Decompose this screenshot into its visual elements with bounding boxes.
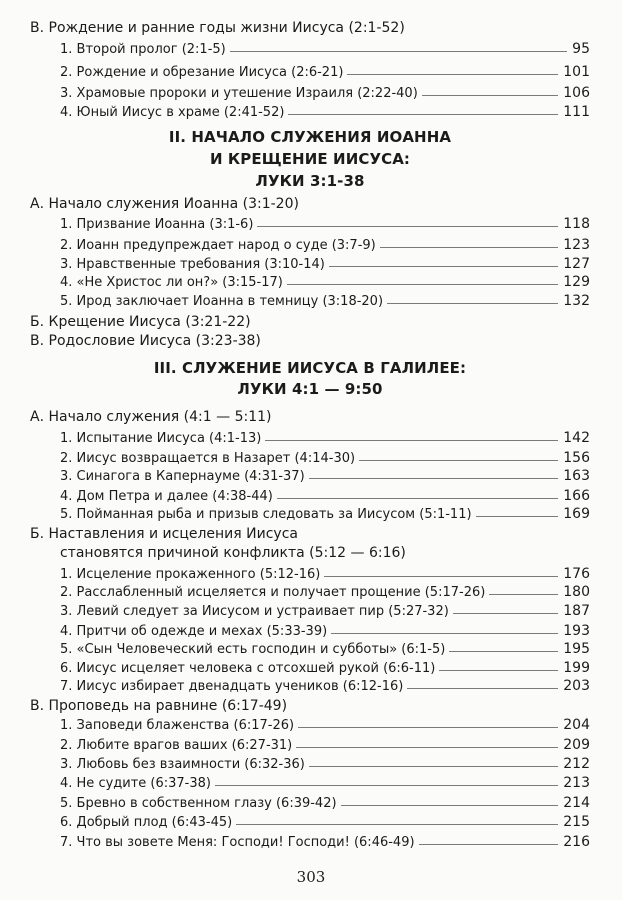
toc-entry[interactable] (60, 104, 590, 121)
toc-entry[interactable] (60, 450, 590, 467)
dot-leader (277, 498, 558, 499)
dot-leader (449, 651, 558, 652)
toc-entry[interactable] (60, 678, 590, 695)
toc-entry-page: 212 (563, 756, 590, 772)
toc-heading-birth: В. Рождение и ранние годы жизни Иисуса (2:1-52) (30, 20, 405, 36)
toc-entry-page: 203 (563, 678, 590, 694)
toc-entry[interactable] (60, 237, 590, 254)
toc-entry-title: 1. Призвание Иоанна (3:1-6) (60, 217, 254, 232)
toc-entry[interactable] (60, 274, 590, 291)
toc-heading-ministry-start: А. Начало служения (4:1 — 5:11) (30, 409, 272, 425)
toc-entry[interactable] (60, 41, 590, 58)
toc-entry[interactable] (60, 603, 590, 620)
section-title-ii-line2: И КРЕЩЕНИЕ ИИСУСА: (209, 150, 411, 168)
toc-entry-title: 4. Притчи об одежде и мехах (5:33-39) (60, 624, 328, 639)
toc-entry-title: 1. Испытание Иисуса (4:1-13) (60, 431, 262, 446)
dot-leader (265, 440, 558, 441)
dot-leader (329, 266, 558, 267)
toc-entry-page: 195 (563, 641, 590, 657)
toc-entry-page: 118 (563, 216, 590, 232)
toc-entry-title: 1. Второй пролог (2:1-5) (60, 42, 226, 57)
toc-entry[interactable] (60, 256, 590, 273)
toc-entry-title: 7. Что вы зовете Меня: Господи! Господи! (6:46-49) (60, 835, 415, 850)
toc-entry[interactable] (60, 430, 590, 447)
section-title-iii-line2: ЛУКИ 4:1 — 9:50 (237, 380, 383, 398)
toc-entry-title: 2. Рождение и обрезание Иисуса (2:6-21) (60, 65, 344, 80)
toc-entry-title: 3. Левий следует за Иисусом и устраивает пир (5:27-32) (60, 604, 449, 619)
toc-entry[interactable] (60, 795, 590, 812)
toc-entry-title: 2. Расслабленный исцеляется и получает прощение (5:17-26) (60, 585, 486, 600)
toc-entry-page: 123 (563, 237, 590, 253)
toc-entry-page: 209 (563, 737, 590, 753)
toc-entry-page: 163 (563, 468, 590, 484)
dot-leader (422, 95, 558, 96)
toc-entry[interactable] (60, 64, 590, 81)
dot-leader (230, 51, 567, 52)
toc-entry[interactable] (60, 814, 590, 831)
dot-leader (309, 766, 558, 767)
dot-leader (215, 785, 558, 786)
toc-entry-page: 204 (563, 717, 590, 733)
toc-entry[interactable] (60, 660, 590, 677)
toc-entry[interactable] (60, 566, 590, 583)
toc-entry-title: 4. Дом Петра и далее (4:38-44) (60, 489, 273, 504)
dot-leader (359, 460, 558, 461)
toc-entry[interactable] (60, 834, 590, 851)
toc-entry-page: 187 (563, 603, 590, 619)
dot-leader (476, 516, 559, 517)
toc-entry-page: 101 (563, 64, 590, 80)
toc-entry-page: 129 (563, 274, 590, 290)
toc-entry-title: 7. Иисус избирает двенадцать учеников (6:12-16) (60, 679, 404, 694)
dot-leader (296, 747, 558, 748)
toc-heading-teachings: Б. Наставления и исцеления Иисуса (30, 526, 298, 542)
toc-heading-genealogy: В. Родословие Иисуса (3:23-38) (30, 333, 261, 349)
toc-entry-page: 106 (563, 85, 590, 101)
toc-entry-page: 156 (563, 450, 590, 466)
toc-heading-john-ministry: А. Начало служения Иоанна (3:1-20) (30, 196, 299, 212)
section-title-ii-line3: ЛУКИ 3:1-38 (255, 172, 365, 190)
toc-entry-page: 142 (563, 430, 590, 446)
toc-entry-title: 3. Любовь без взаимности (6:32-36) (60, 757, 305, 772)
dot-leader (288, 114, 558, 115)
toc-entry[interactable] (60, 756, 590, 773)
toc-entry-title: 5. Пойманная рыба и призыв следовать за Иисусом (5:1-11) (60, 507, 472, 522)
toc-entry-title: 1. Заповеди блаженства (6:17-26) (60, 718, 295, 733)
dot-leader (309, 478, 559, 479)
dot-leader (387, 303, 558, 304)
toc-entry-title: 1. Исцеление прокаженного (5:12-16) (60, 567, 321, 582)
toc-entry-page: 176 (563, 566, 590, 582)
toc-entry-page: 111 (563, 104, 590, 120)
section-title-iii: III. СЛУЖЕНИЕ ИИСУСА В ГАЛИЛЕЕ: (153, 359, 467, 377)
toc-entry-title: 4. «Не Христос ли он?» (3:15-17) (60, 275, 283, 290)
toc-entry-page: 215 (563, 814, 590, 830)
dot-leader (419, 844, 559, 845)
toc-entry-title: 6. Добрый плод (6:43-45) (60, 815, 233, 830)
toc-entry-page: 180 (563, 584, 590, 600)
toc-entry[interactable] (60, 468, 590, 485)
dot-leader (287, 284, 558, 285)
toc-entry[interactable] (60, 85, 590, 102)
toc-entry[interactable] (60, 216, 590, 233)
dot-leader (407, 688, 558, 689)
toc-entry[interactable] (60, 293, 590, 310)
toc-entry-page: 127 (563, 256, 590, 272)
toc-heading-sermon: В. Проповедь на равнине (6:17-49) (30, 698, 288, 714)
toc-entry[interactable] (60, 641, 590, 658)
toc-entry-title: 3. Синагога в Капернауме (4:31-37) (60, 469, 305, 484)
toc-entry-title: 4. Юный Иисус в храме (2:41-52) (60, 105, 285, 120)
toc-entry-page: 216 (563, 834, 590, 850)
toc-heading-baptism: Б. Крещение Иисуса (3:21-22) (30, 314, 251, 330)
toc-entry[interactable] (60, 506, 590, 523)
toc-entry-page: 193 (563, 623, 590, 639)
dot-leader (257, 226, 558, 227)
toc-entry-page: 166 (563, 488, 590, 504)
dot-leader (453, 613, 558, 614)
toc-entry[interactable] (60, 775, 590, 792)
toc-entry-page: 214 (563, 795, 590, 811)
toc-entry-title: 6. Иисус исцеляет человека с отсохшей рукой (6:6-11) (60, 661, 436, 676)
dot-leader (489, 594, 558, 595)
dot-leader (324, 576, 558, 577)
dot-leader (298, 727, 558, 728)
toc-entry-title: 5. «Сын Человеческий есть господин и субботы» (6:1-5) (60, 642, 446, 657)
toc-entry-title: 5. Ирод заключает Иоанна в темницу (3:18-20) (60, 294, 384, 309)
dot-leader (236, 824, 558, 825)
toc-entry-title: 5. Бревно в собственном глазу (6:39-42) (60, 796, 337, 811)
toc-entry-title: 2. Любите врагов ваших (6:27-31) (60, 738, 293, 753)
dot-leader (341, 805, 559, 806)
toc-entry-title: 2. Иоанн предупреждает народ о суде (3:7-9) (60, 238, 376, 253)
toc-entry-page: 213 (563, 775, 590, 791)
toc-entry-title: 3. Храмовые пророки и утешение Израиля (2:22-40) (60, 86, 418, 101)
section-title-ii: II. НАЧАЛО СЛУЖЕНИЯ ИОАННА (168, 128, 452, 146)
dot-leader (347, 74, 558, 75)
toc-entry[interactable] (60, 584, 590, 601)
toc-entry-title: 2. Иисус возвращается в Назарет (4:14-30) (60, 451, 356, 466)
toc-entry[interactable] (60, 717, 590, 734)
page-number: 303 (296, 868, 326, 886)
toc-entry-page: 169 (563, 506, 590, 522)
toc-entry[interactable] (60, 623, 590, 640)
toc-entry-title: 3. Нравственные требования (3:10-14) (60, 257, 325, 272)
toc-entry[interactable] (60, 737, 590, 754)
toc-entry-title: 4. Не судите (6:37-38) (60, 776, 211, 791)
toc-entry-page: 95 (572, 41, 590, 57)
toc-entry-page: 199 (563, 660, 590, 676)
dot-leader (331, 633, 558, 634)
toc-entry[interactable] (60, 488, 590, 505)
toc-heading-teachings-cont: становятся причиной конфликта (5:12 — 6:16) (60, 545, 406, 561)
dot-leader (380, 247, 559, 248)
dot-leader (439, 670, 558, 671)
toc-entry-page: 132 (563, 293, 590, 309)
